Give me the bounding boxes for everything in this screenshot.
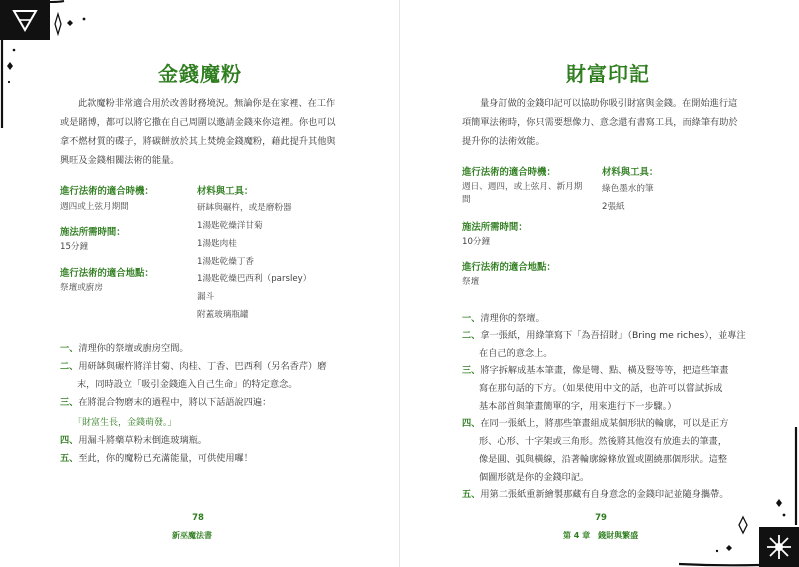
step-5: [462, 486, 728, 504]
step-number: 三、: [60, 397, 79, 408]
step-number: 四、: [60, 435, 79, 446]
left-page: [0, 0, 399, 567]
step-text-cont: 末，同時設立「吸引金錢進入自己生命」的特定意念。: [77, 379, 298, 390]
step-1: [60, 340, 189, 358]
step-text: 拿一張紙，用綠筆寫下「為吾招財」（Bring me riches），並專注: [480, 330, 746, 341]
material-item: 漏斗: [197, 292, 215, 302]
material-item: 2張紙: [602, 202, 625, 212]
timing-heading: 進行法術的適合時機：: [60, 186, 154, 197]
place-value: 祭壇或廚房: [60, 283, 103, 293]
step-text-cont: 在自己的意念上。: [479, 348, 553, 359]
step-4: [60, 432, 207, 450]
step-2: [462, 327, 746, 363]
step-number: 五、: [462, 489, 481, 500]
running-footer: 新巫魔法書: [172, 531, 212, 540]
step-text: 將字拆解成基本筆畫，像是彎、點、橫及豎等等，把這些筆畫: [480, 365, 729, 376]
step-text: 在同一張紙上，將那些筆畫組成某個形狀的輪廓，可以是正方: [480, 418, 729, 429]
step-text-cont: 形、心形、十字架或三角形。然後將其他沒有放進去的筆畫，: [479, 436, 728, 447]
materials-heading: 材料與工具：: [602, 167, 659, 178]
step-number: 一、: [60, 343, 79, 354]
step-text: 在將混合物磨末的過程中，將以下話語說四遍：: [78, 397, 272, 408]
step-4: [462, 415, 728, 487]
step-3: [60, 394, 271, 412]
place-heading: 進行法術的適合地點：: [60, 268, 154, 279]
step-text-cont: 個圖形就是你的金錢印記。: [479, 472, 590, 483]
step-text: 用第二張紙重新繪製那藏有自身意念的金錢印記並隨身攜帶。: [480, 489, 729, 500]
step-number: 二、: [462, 330, 481, 341]
page-title: 財富印記: [566, 62, 650, 86]
chant-text: 「財富生長，金錢萌發。」: [73, 418, 177, 428]
timing-heading: 進行法術的適合時機：: [462, 167, 556, 178]
timing-value: 週四或上弦月期間: [60, 202, 129, 212]
duration-value: 15分鐘: [60, 242, 89, 252]
step-text: 用漏斗將藥草粉末倒進玻璃瓶。: [78, 435, 207, 446]
place-value: 祭壇: [462, 277, 480, 287]
step-number: 五、: [60, 453, 79, 464]
page-number: 78: [192, 513, 204, 523]
step-text: 清理你的祭壇或廚房空間。: [78, 343, 189, 354]
step-1: [462, 310, 545, 328]
material-item: 1湯匙乾燥洋甘菊: [197, 221, 263, 231]
step-number: 四、: [462, 418, 481, 429]
timing-value: 週日、週四，或上弦月、新月期間: [462, 182, 583, 205]
step-2: [60, 358, 326, 394]
page-number: 79: [595, 513, 607, 523]
step-text: 用研缽與碾杵將洋甘菊、肉桂、丁香、巴西利（另名香芹）磨: [78, 361, 327, 372]
step-text-cont: 像是圓、弧與橫線，沿著輪廓線條放置或圍繞那個形狀。這整: [479, 454, 728, 465]
step-3: [462, 362, 728, 416]
right-page: [400, 0, 799, 567]
step-5: [60, 450, 253, 468]
duration-heading: 施法所需時間：: [462, 222, 528, 233]
material-item: 綠色墨水的筆: [602, 184, 654, 194]
material-item: 1湯匙乾燥巴西利（parsley）: [197, 274, 312, 284]
material-item: 1湯匙肉桂: [197, 239, 237, 249]
step-text-cont: 寫在那句話的下方。（如果使用中文的話，也許可以嘗試拆成: [479, 383, 723, 394]
material-item: 研缽與碾杵，或是磨粉器: [197, 203, 292, 213]
duration-value: 10分鐘: [462, 237, 491, 247]
step-text: 清理你的祭壇。: [480, 313, 545, 324]
material-item: 1湯匙乾燥丁香: [197, 257, 255, 267]
intro-paragraph: 此款魔粉非常適合用於改善財務境況。無論你是在家裡、在工作或是賭博，都可以將它撒在自己周圍以邀請金錢來你這裡。你也可以拿不燃材質的碟子，將碳餅放於其上焚燒金錢魔粉，藉此提升其他與興旺及金錢相關法術的能量。: [60, 98, 336, 166]
duration-heading: 施法所需時間：: [60, 227, 126, 238]
step-number: 一、: [462, 313, 481, 324]
running-footer: 第 4 章 錢財與繁盛: [563, 531, 639, 540]
step-number: 二、: [60, 361, 79, 372]
step-number: 三、: [462, 365, 481, 376]
step-text-cont: 基本部首與筆畫簡單的字，用來進行下一步驟。）: [479, 401, 677, 412]
materials-heading: 材料與工具：: [197, 186, 254, 197]
step-text: 至此，你的魔粉已充滿能量，可供使用囉！: [78, 453, 253, 464]
page-title: 金錢魔粉: [158, 62, 242, 86]
material-item: 附蓋玻璃瓶罐: [197, 310, 249, 320]
intro-paragraph: 量身訂做的金錢印記可以協助你吸引財富與金錢。在開始進行這項簡單法術時，你只需要想像力、意念還有書寫工具，而綠筆有助於提升你的法術效能。: [462, 98, 738, 147]
place-heading: 進行法術的適合地點：: [462, 262, 556, 273]
